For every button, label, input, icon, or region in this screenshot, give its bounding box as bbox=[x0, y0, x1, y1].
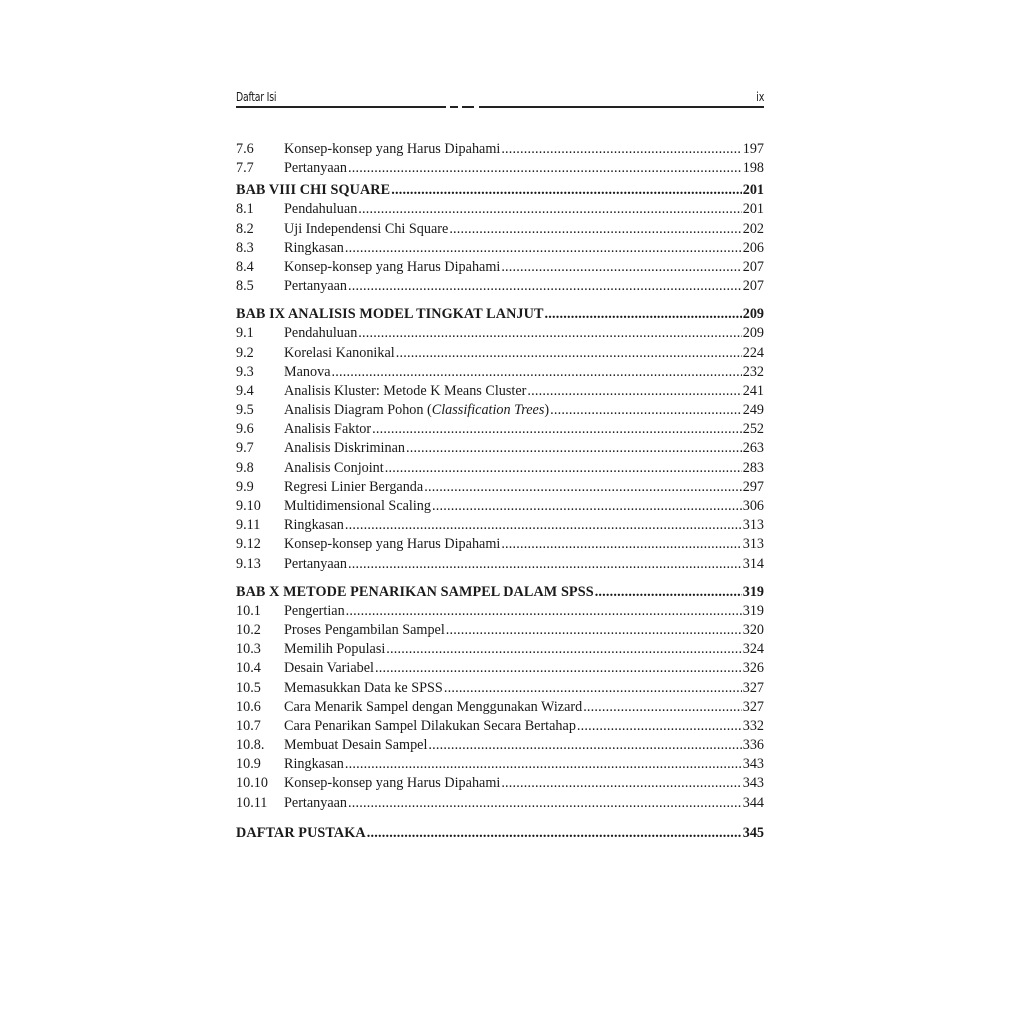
page-number: 319 bbox=[742, 602, 764, 619]
page-number: 327 bbox=[742, 679, 764, 696]
section-number: 8.1 bbox=[236, 201, 254, 218]
page-number: 324 bbox=[742, 641, 764, 658]
section-number: 10.2 bbox=[236, 621, 261, 638]
dot-leader bbox=[348, 555, 742, 574]
page-number: 319 bbox=[742, 583, 764, 600]
title-text: Pengertian bbox=[284, 602, 345, 619]
dot-leader bbox=[396, 344, 742, 363]
title-text: Memilih Populasi bbox=[284, 641, 386, 658]
dot-leader bbox=[577, 717, 742, 736]
dot-leader bbox=[501, 258, 741, 277]
title-italic-text: Classification Trees bbox=[431, 402, 545, 419]
section-number: 9.9 bbox=[236, 478, 254, 495]
dot-leader bbox=[444, 679, 742, 698]
toc-section-row bbox=[236, 324, 764, 343]
title-text: Multidimensional Scaling bbox=[284, 498, 431, 514]
toc-section-row bbox=[236, 717, 764, 736]
page-number: 202 bbox=[742, 220, 764, 237]
page-number: 344 bbox=[742, 794, 764, 811]
toc-section-row bbox=[236, 200, 764, 219]
dot-leader bbox=[583, 698, 742, 717]
title-text: BAB IX ANALISIS MODEL TINGKAT LANJUT bbox=[236, 306, 544, 323]
title-text: Uji Independensi Chi Square bbox=[284, 220, 449, 237]
page-number: 297 bbox=[742, 478, 764, 495]
page-number: 201 bbox=[742, 201, 764, 218]
page-number: 207 bbox=[742, 278, 764, 295]
page-number: 198 bbox=[742, 160, 764, 177]
title-text: Konsep-konsep yang Harus Dipahami bbox=[284, 536, 501, 553]
page-number: 343 bbox=[742, 775, 764, 792]
section-number: 9.11 bbox=[236, 517, 261, 534]
chapter-title bbox=[236, 304, 544, 324]
toc-section-row bbox=[236, 621, 764, 640]
dot-leader bbox=[449, 220, 741, 239]
page-number: 343 bbox=[742, 756, 764, 773]
toc-section-row bbox=[236, 363, 764, 382]
section-title bbox=[284, 736, 427, 755]
toc-section-row bbox=[236, 382, 764, 401]
toc-section-row bbox=[236, 258, 764, 277]
toc-section-row bbox=[236, 459, 764, 478]
section-number: 9.4 bbox=[236, 382, 254, 399]
section-number: 9.8 bbox=[236, 459, 254, 476]
toc-section-row bbox=[236, 555, 764, 574]
section-title bbox=[284, 621, 445, 640]
section-title bbox=[284, 324, 357, 343]
section-number: 9.5 bbox=[236, 402, 254, 419]
section-number: 9.1 bbox=[236, 325, 254, 342]
dot-leader bbox=[501, 774, 741, 793]
page-number: 197 bbox=[742, 141, 764, 157]
header-page-number: ix bbox=[755, 90, 764, 104]
toc-section-row bbox=[236, 140, 764, 159]
page-number: 326 bbox=[742, 660, 764, 677]
toc-chapter-row bbox=[236, 304, 764, 324]
dot-leader bbox=[550, 401, 742, 420]
toc-section-row bbox=[236, 439, 764, 458]
dot-leader bbox=[358, 324, 741, 343]
title-text: Ringkasan bbox=[284, 239, 344, 256]
chapter-title bbox=[236, 582, 594, 602]
toc-section-row bbox=[236, 516, 764, 535]
dot-leader bbox=[348, 277, 742, 296]
section-title bbox=[284, 159, 347, 178]
dot-leader bbox=[595, 582, 742, 602]
dot-leader bbox=[358, 200, 741, 219]
title-text: Manova bbox=[284, 363, 331, 380]
section-number: 8.5 bbox=[236, 278, 254, 295]
title-text: Membuat Desain Sampel bbox=[284, 737, 428, 754]
toc-section-row bbox=[236, 239, 764, 258]
toc-section-row bbox=[236, 640, 764, 659]
page-number: 320 bbox=[742, 621, 764, 638]
toc-section-row bbox=[236, 794, 764, 813]
dot-leader bbox=[424, 478, 742, 497]
toc-section-row bbox=[236, 497, 764, 516]
table-of-contents bbox=[236, 140, 764, 843]
title-text: Analisis Diskriminan bbox=[284, 440, 405, 457]
title-text: DAFTAR PUSTAKA bbox=[236, 824, 366, 841]
document-page bbox=[236, 86, 764, 843]
title-text: Pertanyaan bbox=[284, 278, 348, 295]
section-title bbox=[284, 277, 347, 296]
section-number: 7.7 bbox=[236, 160, 254, 177]
section-number: 9.7 bbox=[236, 440, 254, 457]
section-number: 10.11 bbox=[236, 794, 268, 811]
section-number: 9.12 bbox=[236, 536, 261, 553]
page-number: 209 bbox=[742, 325, 764, 342]
title-text: Konsep-konsep yang Harus Dipahami bbox=[284, 141, 501, 157]
section-number: 10.4 bbox=[236, 660, 261, 677]
section-number: 9.13 bbox=[236, 555, 261, 572]
chapter-title bbox=[236, 180, 390, 200]
section-title bbox=[284, 401, 549, 420]
title-text: Ringkasan bbox=[284, 756, 344, 773]
toc-section-row bbox=[236, 755, 764, 774]
dot-leader bbox=[385, 459, 742, 478]
section-title bbox=[284, 679, 443, 698]
page-number: 252 bbox=[742, 421, 764, 438]
header-rule bbox=[236, 106, 764, 108]
title-text: Memasukkan Data ke SPSS bbox=[284, 679, 443, 696]
page-number: 313 bbox=[742, 517, 764, 534]
page-number: 314 bbox=[742, 555, 764, 572]
dot-leader bbox=[428, 736, 741, 755]
title-text: Desain Variabel bbox=[284, 660, 374, 677]
page-number: 283 bbox=[742, 459, 764, 476]
section-number: 10.7 bbox=[236, 717, 261, 734]
section-title bbox=[284, 535, 500, 554]
page-number: 345 bbox=[742, 824, 764, 841]
dot-leader bbox=[348, 159, 742, 178]
section-title bbox=[284, 755, 344, 774]
section-number: 10.5 bbox=[236, 679, 261, 696]
dot-leader bbox=[527, 382, 741, 401]
dot-leader bbox=[346, 602, 742, 621]
section-title bbox=[284, 555, 347, 574]
title-text: Regresi Linier Berganda bbox=[284, 478, 424, 495]
page-number: 241 bbox=[742, 382, 764, 399]
chapter-title bbox=[236, 823, 366, 843]
toc-section-row bbox=[236, 698, 764, 717]
section-number: 10.3 bbox=[236, 641, 261, 658]
section-title bbox=[284, 344, 395, 363]
title-text: BAB X METODE PENARIKAN SAMPEL DALAM SPSS bbox=[236, 583, 594, 600]
toc-section-row bbox=[236, 774, 764, 793]
toc-section-row bbox=[236, 478, 764, 497]
section-number: 10.10 bbox=[236, 775, 268, 792]
toc-section-row bbox=[236, 420, 764, 439]
title-text: Pertanyaan bbox=[284, 160, 348, 177]
section-number: 9.2 bbox=[236, 344, 254, 361]
dot-leader bbox=[406, 439, 742, 458]
section-title bbox=[284, 439, 405, 458]
title-text: Konsep-konsep yang Harus Dipahami bbox=[284, 258, 501, 275]
page-number: 336 bbox=[742, 737, 764, 754]
section-title bbox=[284, 516, 344, 535]
section-number: 10.1 bbox=[236, 602, 261, 619]
title-text: Pertanyaan bbox=[284, 555, 348, 572]
title-text: Cara Penarikan Sampel Dilakukan Secara Bertahap bbox=[284, 717, 576, 734]
section-number: 10.9 bbox=[236, 756, 261, 773]
page-number: 327 bbox=[742, 698, 764, 715]
page-number: 224 bbox=[742, 344, 764, 361]
section-title bbox=[284, 497, 431, 516]
section-title bbox=[284, 717, 576, 736]
toc-section-row bbox=[236, 159, 764, 178]
dot-leader bbox=[432, 497, 742, 516]
section-title bbox=[284, 140, 500, 159]
toc-section-row bbox=[236, 401, 764, 420]
title-text: Pendahuluan bbox=[284, 325, 358, 342]
section-title bbox=[284, 239, 344, 258]
dot-leader bbox=[501, 140, 741, 159]
dot-leader bbox=[501, 535, 741, 554]
toc-section-row bbox=[236, 344, 764, 363]
toc-section-row bbox=[236, 602, 764, 621]
section-title bbox=[284, 258, 500, 277]
title-text: Korelasi Kanonikal bbox=[284, 344, 395, 361]
page-number: 232 bbox=[742, 363, 764, 380]
section-number: 10.6 bbox=[236, 698, 261, 715]
dot-leader bbox=[386, 640, 741, 659]
dot-leader bbox=[345, 239, 742, 258]
section-number: 7.6 bbox=[236, 141, 254, 157]
section-number: 10.8. bbox=[236, 737, 265, 754]
section-title bbox=[284, 220, 448, 239]
section-number: 8.3 bbox=[236, 239, 254, 256]
title-text: Ringkasan bbox=[284, 517, 344, 534]
page-number: 313 bbox=[742, 536, 764, 553]
toc-chapter-row bbox=[236, 582, 764, 602]
section-number: 9.6 bbox=[236, 421, 254, 438]
toc-section-row bbox=[236, 679, 764, 698]
section-title bbox=[284, 478, 423, 497]
page-number: 207 bbox=[742, 258, 764, 275]
title-text: Analisis Kluster: Metode K Means Cluster bbox=[284, 382, 527, 399]
page-number: 332 bbox=[742, 717, 764, 734]
toc-section-row bbox=[236, 535, 764, 554]
page-number: 263 bbox=[742, 440, 764, 457]
dot-leader bbox=[345, 516, 742, 535]
dot-leader bbox=[348, 794, 742, 813]
title-text: Konsep-konsep yang Harus Dipahami bbox=[284, 775, 501, 792]
section-title bbox=[284, 698, 582, 717]
section-title bbox=[284, 200, 357, 219]
toc-chapter-row bbox=[236, 180, 764, 200]
title-text: Cara Menarik Sampel dengan Menggunakan Wizard bbox=[284, 698, 583, 715]
page-number: 201 bbox=[742, 182, 764, 199]
toc-chapter-row bbox=[236, 823, 764, 843]
dot-leader bbox=[332, 363, 742, 382]
section-title bbox=[284, 794, 347, 813]
section-title bbox=[284, 774, 500, 793]
section-number: 8.2 bbox=[236, 220, 254, 237]
dot-leader bbox=[367, 823, 742, 843]
section-number: 8.4 bbox=[236, 258, 254, 275]
title-text: Pertanyaan bbox=[284, 794, 348, 811]
section-title bbox=[284, 382, 526, 401]
section-title bbox=[284, 640, 385, 659]
section-title bbox=[284, 602, 345, 621]
dot-leader bbox=[545, 304, 742, 324]
title-suffix: ) bbox=[544, 402, 550, 419]
header-title: Daftar Isi bbox=[236, 90, 277, 104]
title-text: Proses Pengambilan Sampel bbox=[284, 621, 445, 638]
page-number: 209 bbox=[742, 306, 764, 323]
title-text: Analisis Faktor bbox=[284, 421, 372, 438]
toc-section-row bbox=[236, 659, 764, 678]
section-title bbox=[284, 363, 331, 382]
section-number: 9.10 bbox=[236, 498, 261, 514]
page-number: 206 bbox=[742, 239, 764, 256]
section-title bbox=[284, 420, 371, 439]
section-title bbox=[284, 459, 384, 478]
section-number: 9.3 bbox=[236, 363, 254, 380]
toc-section-row bbox=[236, 736, 764, 755]
title-text: Analisis Diagram Pohon ( bbox=[284, 402, 432, 419]
page-number: 249 bbox=[742, 402, 764, 419]
toc-section-row bbox=[236, 277, 764, 296]
dot-leader bbox=[391, 180, 742, 200]
toc-section-row bbox=[236, 220, 764, 239]
page-number: 306 bbox=[742, 498, 764, 514]
title-text: BAB VIII CHI SQUARE bbox=[236, 182, 391, 199]
dot-leader bbox=[446, 621, 742, 640]
dot-leader bbox=[345, 755, 742, 774]
section-title bbox=[284, 659, 374, 678]
dot-leader bbox=[372, 420, 742, 439]
title-text: Analisis Conjoint bbox=[284, 459, 384, 476]
title-text: Pendahuluan bbox=[284, 201, 358, 218]
running-header bbox=[236, 86, 764, 104]
dot-leader bbox=[375, 659, 742, 678]
